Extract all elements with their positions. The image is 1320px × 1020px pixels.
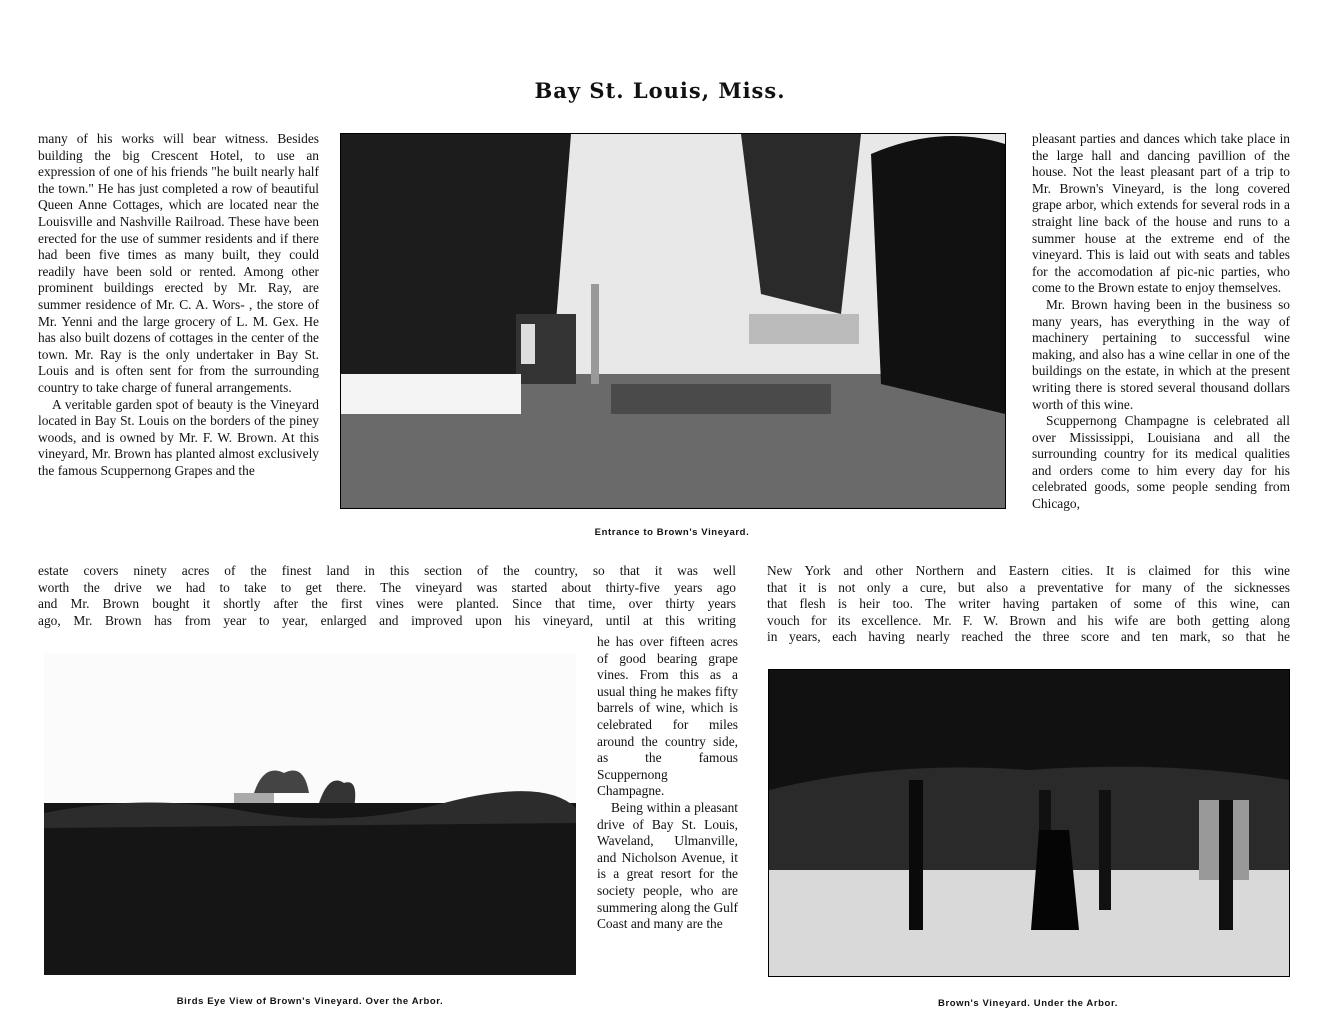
right-paragraph-2: Mr. Brown having been in the business so many years, has everything in the way of machinery pertaining to successful wine making, and also has a wine cellar in one of the buildings on the estate, in which at the present writing there is stored several thousand dollars worth of this wine. [1032,296,1290,412]
span-left-line: ago, Mr. Brown has from year to year, enlarged and improved upon his vineyard, until at this writing [38,612,736,628]
photo-birds-eye-view [44,653,576,975]
photo-entrance-vineyard [340,133,1006,509]
right-paragraph-1: pleasant parties and dances which take place in the large hall and dancing pavillion of the house. Not the least pleasant part of a trip to Mr. Brown's Vineyard, is the long covered grape arbor, which extends for several rods in a straight line back of the house and runs to a summer house at the extreme end of the vineyard. This is laid out with seats and tables for the accomodation af pic-nic parties, who come to the Brown estate to enjoy themselves. [1032,131,1290,296]
span-right-line: New York and other Northern and Eastern cities. It is claimed for this wine [767,563,1290,578]
caption-entrance: Entrance to Brown's Vineyard. [594,527,750,538]
narrow-paragraph-2: Being within a pleasant drive of Bay St. Louis, Waveland, Ulmanville, and Nicholson Avenue, it is a great resort for the society people, who are summering along the Gulf Coast and many are the [597,799,738,932]
span-right-line: that flesh is heir too. The writer having partaken of some of this wine, can [767,596,1290,612]
right-paragraph-3: Scuppernong Champagne is celebrated all over Mississippi, Louisiana and all the surrounding country for its medical qualities and orders come to him every day for his celebrated goods, some people sending from Chicago, [1032,413,1290,512]
page-title: Bay St. Louis, Miss. [534,78,786,103]
span-right-line: vouch for its excellence. Mr. F. W. Brown and his wife are both getting along [767,612,1290,628]
narrow-paragraph-1: he has over fifteen acres of good bearing grape vines. From this as a usual thing he makes fifty barrels of wine, which is celebrated for miles around the country side, as the famous Scuppernong Champagne. [597,634,738,799]
spanning-text-right [767,563,1290,646]
span-left-line: worth the drive we had to take to get there. The vineyard was started about thirty-five years ago [38,579,736,595]
spanning-text-left [38,563,736,629]
span-right-line: in years, each having nearly reached the three score and ten mark, so that he [767,629,1290,645]
photo-under-arbor [768,669,1290,977]
caption-under-arbor: Brown's Vineyard. Under the Arbor. [938,998,1118,1009]
span-right-line: that it is not only a cure, but also a preventative for many of the sicknesses [767,579,1290,595]
right-column [1032,131,1290,513]
span-left-line: estate covers ninety acres of the finest land in this section of the country, so that it was well [38,563,736,578]
caption-birds-eye: Birds Eye View of Brown's Vineyard. Over the Arbor. [176,996,444,1007]
span-left-line: and Mr. Brown bought it shortly after the first vines were planted. Since that time, over thirty years [38,596,736,612]
left-paragraph-2: A veritable garden spot of beauty is the Vineyard located in Bay St. Louis on the borders of the piney woods, and is owned by Mr. F. W. Brown. At this vineyard, Mr. Brown has planted almost exclusively the famous Scuppernong Grapes and the [38,396,319,478]
left-paragraph-1: many of his works will bear witness. Besides building the big Crescent Hotel, to use an expression of one of his friends "he built nearly half the town." He has just completed a row of beautiful Queen Anne Cottages, which are located near the Louisville and Nashville Railroad. These have been erected for the use of summer residents and if there had been five times as many built, they could readily have been sold or rented. Among other prominent buildings erected by Mr. Ray, are summer residence of Mr. C. A. Wors- , the store of Mr. Yenni and the large grocery of L. M. Gex. He has also built dozens of cottages in the center of the town. Mr. Ray is the only undertaker in Bay St. Louis and is often sent for from the surrounding country to take charge of funeral arrangements. [38,131,319,395]
narrow-column [597,634,738,933]
left-column [38,131,319,479]
